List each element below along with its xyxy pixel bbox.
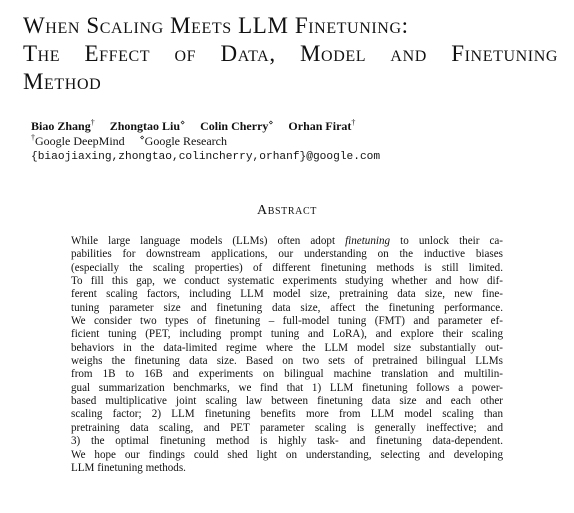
author-list xyxy=(31,119,355,133)
abstract-line: LLM finetuning methods. xyxy=(71,461,186,474)
abstract-line: based multiplicative joint scaling law between finetuning data size and each other xyxy=(71,395,503,408)
abstract-line: We hope our findings could shed light on understanding, selecting and developing xyxy=(71,448,503,461)
abstract-line: 3) the optimal finetuning method is highly task- and finetuning data-dependent. xyxy=(71,435,503,448)
paper-title xyxy=(23,12,558,96)
author: Biao Zhang† xyxy=(31,118,95,133)
abstract-line: pabilities for downstream applications, our understanding on the inductive biases xyxy=(71,248,503,261)
affiliation: †Google DeepMind xyxy=(31,133,125,148)
abstract-line: While large language models (LLMs) often adopt finetuning to unlock their ca- xyxy=(71,235,503,247)
abstract-line: from 1B to 16B and experiments on bilingual machine translation and multilin- xyxy=(71,368,503,381)
abstract-line: We consider two types of finetuning – full-model tuning (FMT) and parameter ef- xyxy=(71,315,503,328)
author-email: {biaojiaxing,zhongtao,colincherry,orhanf}@google.com xyxy=(31,151,381,163)
abstract-heading: Abstract xyxy=(257,203,317,218)
abstract-line: ficient tuning (PET, including prompt tuning and LoRA), and explore their scaling xyxy=(71,328,503,341)
abstract-body xyxy=(71,235,503,475)
title-line-1: When Scaling Meets LLM Finetuning: xyxy=(23,13,409,38)
abstract-line: ferent scaling factors, including LLM model size, pretraining data size, new fine- xyxy=(71,288,503,301)
affiliation-list xyxy=(31,134,227,148)
abstract-line: behaviors in the data-limited regime where the LLM model size substantially out- xyxy=(71,341,503,354)
abstract-line: scaling factor; 2) LLM finetuning benefits more from LLM model scaling than xyxy=(71,408,503,421)
author: Zhongtao Liu⋄ xyxy=(109,118,186,133)
abstract-line: tuning parameter size and finetuning data size, affect the finetuning performance. xyxy=(71,301,503,314)
affiliation: ⋄Google Research xyxy=(139,133,227,148)
author: Orhan Firat† xyxy=(288,118,356,133)
abstract-line: pretraining data scaling, and PET parameter scaling is generally ineffective; and xyxy=(71,421,503,434)
title-line-2: The Effect of Data, Model and Finetuning xyxy=(23,41,558,66)
abstract-line: weighs the finetuning data size. Based on two sets of pretrained bilingual LLMs xyxy=(71,355,503,368)
abstract-line: (especially the scaling properties) of different finetuning methods is still limited. xyxy=(71,261,503,274)
abstract-line: To fill this gap, we conduct systematic experiments studying whether and how dif- xyxy=(71,275,503,288)
abstract-line: gual summarization benchmarks, we find that 1) LLM finetuning follows a power- xyxy=(71,381,503,394)
title-line-3: Method xyxy=(23,69,102,94)
author: Colin Cherry⋄ xyxy=(200,118,274,133)
